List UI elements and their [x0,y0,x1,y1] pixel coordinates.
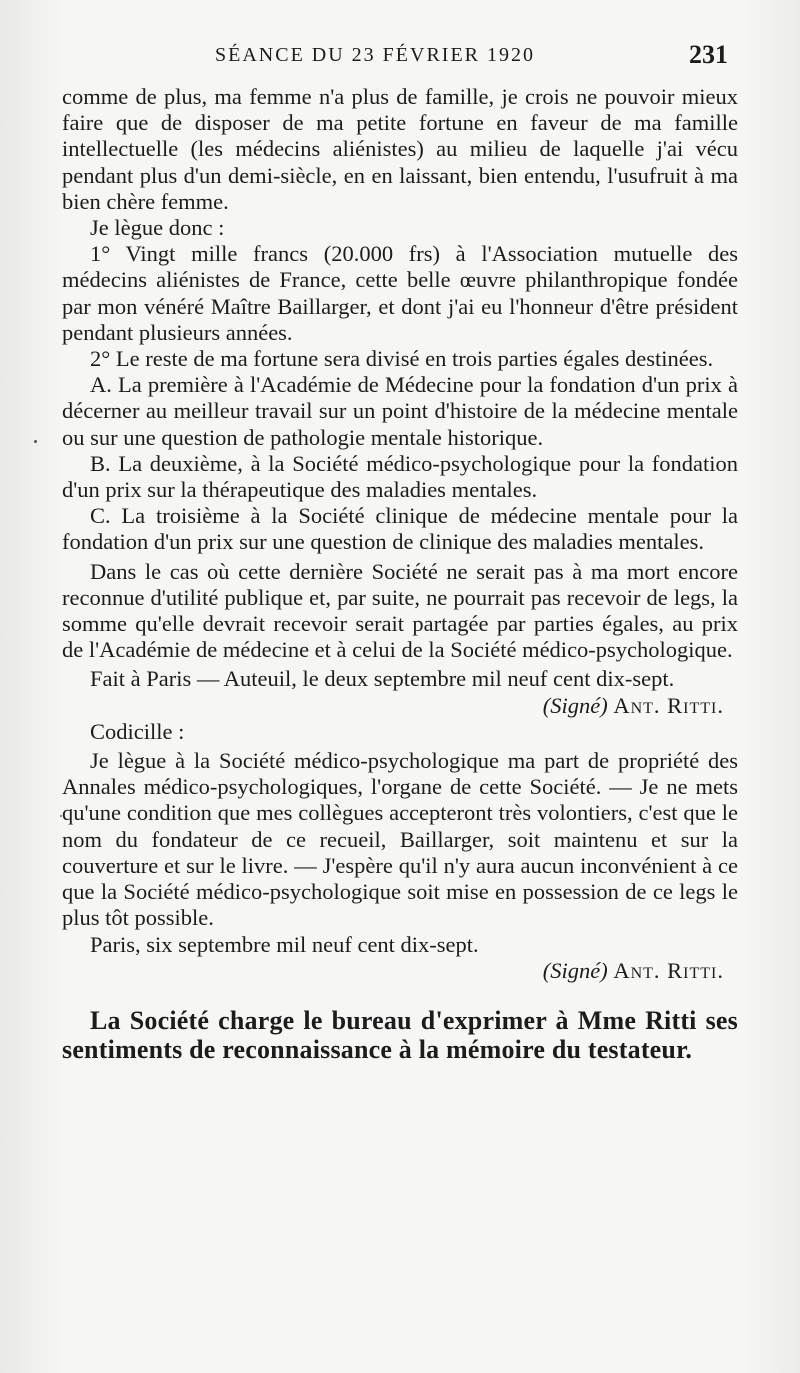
paragraph-bequest-1: 1° Vingt mille francs (20.000 frs) à l'Association mutuelle des médecins aliénistes de France, cette belle œuvre philanthropique fondée par mon vénéré Maître Baillarger, et dont j'ai eu l'honneur d'être président pendant plusieurs années. [62,241,738,345]
print-speck [34,440,37,443]
page-number: 231 [689,40,728,69]
paragraph-codicil: Je lègue à la Société médico-psychologique ma part de propriété des Annales médico-psychologiques, l'organe de cette Société. — Je ne mets qu'une condition que mes collègues accepteront très volontiers, c'est que le nom du fondateur de ce recueil, Baillarger, soit maintenu et sur la couverture et sur le livre. — J'espère qu'il n'y aura aucun inconvénient à ce que la Société médico-psychologique soit mise en possession de ce legs le plus tôt possible. [62,748,738,931]
paragraph-place-date: Fait à Paris — Auteuil, le deux septembre mil neuf cent dix-sept. [90,666,675,692]
signature-prefix: (Signé) [542,692,608,718]
codicil-heading: Codicille : [90,718,185,744]
running-title: SÉANCE DU 23 FÉVRIER 1920 [215,44,536,66]
signature-line-codicil [62,958,738,984]
page-header [0,40,800,80]
signature-prefix: (Signé) [542,957,608,983]
paragraph-part-b: B. La deuxième, à la Société médico-psychologique pour la fondation d'un prix sur la thérapeutique des maladies mentales. [62,450,738,503]
paragraph-contingency: Dans le cas où cette dernière Société ne serait pas à ma mort encore reconnue d'utilité publique et, par suite, ne pourrait pas recevoir de legs, la somme qu'elle devrait recevoir serait partagée par parties égales, au prix de l'Académie de médecine et à celui de la Société médico-psychologique. [62,558,738,663]
signature-line [62,693,738,719]
paragraph-part-c: C. La troisième à la Société clinique de médecine mentale pour la fondation d'un prix sur une question de clinique des maladies mentales. [62,503,738,555]
body-text [62,84,738,1065]
closing-statement: La Société charge le bureau d'exprimer à Mme Ritti ses sentiments de reconnaissance à la mémoire du testateur. [62,1005,738,1065]
signature-name: Ant. Ritti. [613,957,724,983]
paragraph-part-a: A. La première à l'Académie de Médecine pour la fondation d'un prix à décerner au meilleur travail sur un point d'histoire de la médecine mentale ou sur une question de pathologie mentale historique. [62,372,738,450]
paragraph-bequest-2: 2° Le reste de ma fortune sera divisé en trois parties égales destinées. [90,346,714,372]
paragraph-codicil-date: Paris, six septembre mil neuf cent dix-sept. [90,931,479,957]
paragraph-bequest-intro: Je lègue donc : [90,215,225,241]
signature-name: Ant. Ritti. [613,692,724,718]
paragraph-intro: comme de plus, ma femme n'a plus de famille, je crois ne pouvoir mieux faire que de disposer de ma petite fortune en faveur de ma famille intellectuelle (les médecins aliénistes) au milieu de laquelle j'ai vécu pendant plus d'un demi-siècle, en en laissant, bien entendu, l'usufruit à ma bien chère femme. [62,84,738,214]
print-speck [60,815,62,817]
